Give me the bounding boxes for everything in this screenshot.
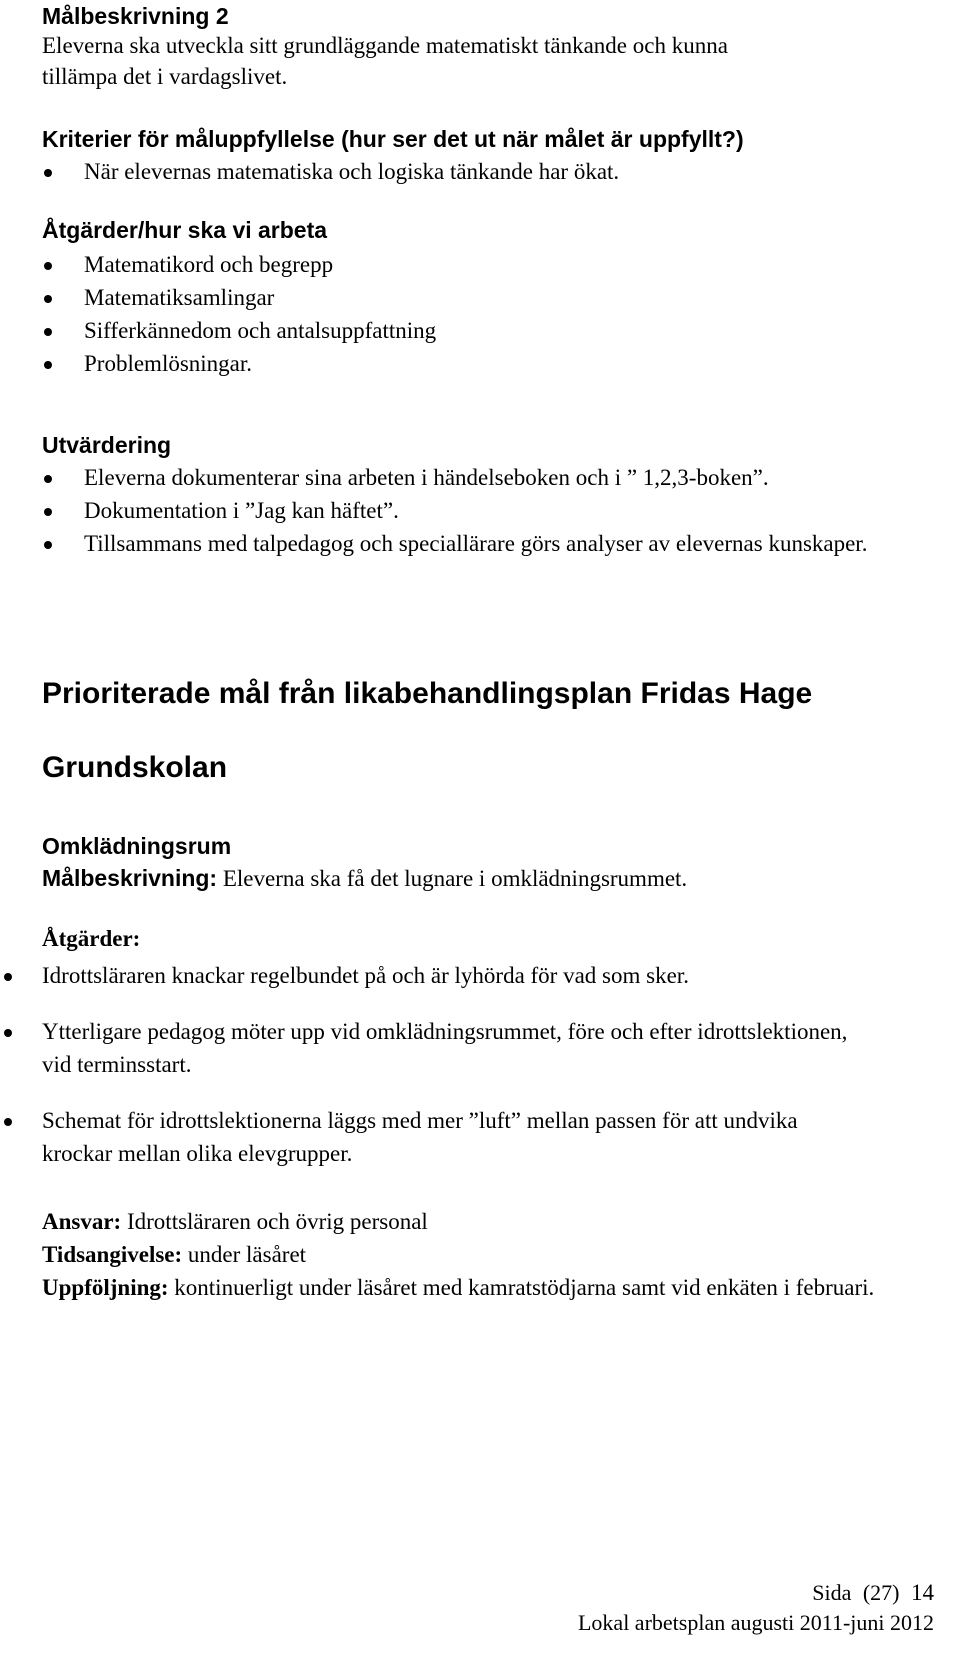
criteria-list (42, 155, 940, 188)
list-item: Matematikord och begrepp (42, 248, 940, 281)
list-item: Tillsammans med talpedagog och speciallärare görs analyser av elevernas kunskaper. (42, 527, 922, 560)
criteria-heading: Kriterier för måluppfyllelse (hur ser det ut när målet är uppfyllt?) (42, 126, 744, 152)
measures-list (42, 959, 940, 1170)
list-item: Schemat för idrottslektionerna läggs med mer ”luft” mellan passen för att undvika krockar mellan olika elevgrupper. (42, 1104, 862, 1170)
goal-heading: Målbeskrivning 2 (42, 3, 229, 29)
followup-text: kontinuerligt under läsåret med kamratstödjarna samt vid enkäten i februari. (168, 1275, 875, 1300)
goal-label: Målbeskrivning: (42, 865, 218, 891)
page-number-row (578, 1580, 934, 1606)
actions-list (42, 248, 940, 380)
list-item: Idrottsläraren knackar regelbundet på och är lyhörda för vad som sker. (42, 959, 940, 992)
list-item: Matematiksamlingar (42, 281, 940, 314)
list-item: Problemlösningar. (42, 347, 940, 380)
page-label: Sida (812, 1580, 852, 1605)
list-item: Ytterligare pedagog möter upp vid omklädningsrummet, före och efter idrottslektionen, vid terminsstart. (42, 1015, 862, 1081)
time-row (42, 1238, 942, 1271)
followup-row (42, 1271, 942, 1304)
document-title: Lokal arbetsplan augusti 2011-juni 2012 (577, 1610, 934, 1635)
evaluation-section (42, 431, 940, 560)
school-subtitle: Grundskolan (42, 751, 228, 784)
list-item: Eleverna dokumenterar sina arbeten i händelseboken och i ” 1,2,3-boken”. (42, 461, 922, 494)
evaluation-list (42, 461, 922, 560)
priority-section (42, 676, 940, 786)
evaluation-heading: Utvärdering (42, 432, 172, 458)
time-text: under läsåret (182, 1242, 307, 1267)
goal-line-1: Eleverna ska utveckla sitt grundläggande matematiskt tänkande och kunna (42, 33, 728, 58)
goal-line-2: tillämpa det i vardagslivet. (42, 64, 288, 89)
priority-title: Prioriterade mål från likabehandlingsplan Fridas Hage (42, 677, 813, 710)
responsibility-text: Idrottsläraren och övrig personal (121, 1209, 428, 1234)
criteria-section (42, 125, 940, 188)
responsibility-row (42, 1205, 942, 1238)
time-label: Tidsangivelse: (42, 1242, 183, 1267)
list-item: Sifferkännedom och antalsuppfattning (42, 314, 940, 347)
actions-heading: Åtgärder/hur ska vi arbeta (42, 217, 328, 243)
page-total: (27) (862, 1580, 900, 1605)
page-number: 14 (911, 1580, 934, 1605)
list-item: När elevernas matematiska och logiska tänkande har ökat. (42, 155, 940, 188)
goal-section-2 (42, 2, 940, 92)
list-item: Dokumentation i ”Jag kan häftet”. (42, 494, 922, 527)
goal-description (42, 30, 940, 92)
responsibility-section (42, 1205, 942, 1304)
locker-room-section (42, 832, 940, 895)
goal-row (42, 862, 940, 895)
actions-section (42, 216, 940, 380)
measures-section (42, 922, 940, 1170)
goal-text: Eleverna ska få det lugnare i omklädningsrummet. (217, 866, 688, 891)
area-heading: Omklädningsrum (42, 833, 232, 859)
followup-label: Uppföljning: (42, 1275, 169, 1300)
measures-label: Åtgärder: (42, 926, 141, 951)
responsibility-label: Ansvar: (42, 1209, 122, 1234)
page-footer (578, 1580, 934, 1636)
